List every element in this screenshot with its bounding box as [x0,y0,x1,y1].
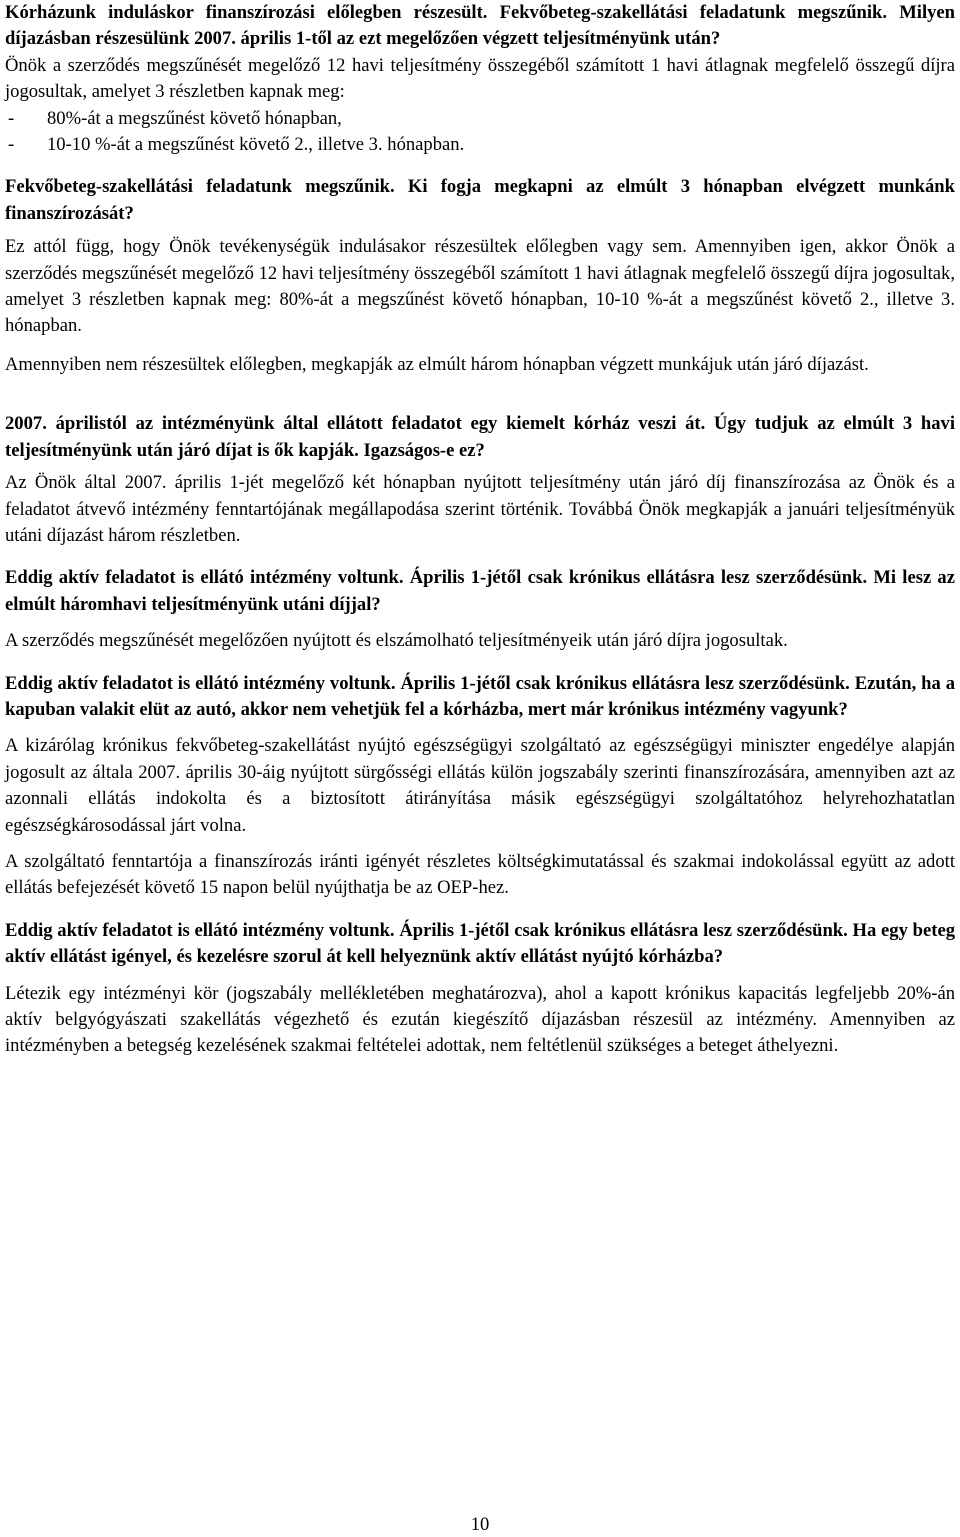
list-item: - 80%-át a megszűnést követő hónapban, [5,106,955,132]
answer-paragraph: Létezik egy intézményi kör (jogszabály mellékletében meghatározva), ahol a kapott krónikus kapacitás legfeljebb 20%-án aktív belgyógyászati szakellátás végezhető és ezután kiegészítő díjazásban részesül az intézmény. Amennyiben az intézményben a betegség kezelésének szakmai feltételei adottak, nem feltétlenül szükséges a beteget áthelyezni. [5,982,955,1057]
answer-paragraph: A szerződés megszűnését megelőzően nyújtott és elszámolható teljesítményeik után járó díjra jogosultak. [5,630,788,652]
answer-paragraph: A szolgáltató fenntartója a finanszírozás iránti igényét részletes költségkimutatással és szakmai indokolással együtt az adott ellátás befejezését követő 15 napon belül nyújthatja be az OEP-hez. [5,850,955,899]
answer-paragraph: Amennyiben nem részesültek előlegben, megkapják az elmúlt három hónapban végzett munkájuk után járó díjazást. [5,353,869,375]
answer-paragraph: Az Önök által 2007. április 1-jét megelőző két hónapban nyújtott teljesítmény után járó díj finanszírozása az Önök és a feladatot átvevő intézmény fenntartójának megállapodása szerint történik. Továbbá Önök megkapják a januári teljesítményük utáni díjazást három részletben. [5,472,955,546]
question-heading: 2007. áprilistól az intézményünk által ellátott feladatot egy kiemelt kórház veszi át. Úgy tudjuk az elmúlt 3 havi teljesítményünk után járó díjat is ők kapják. Igazságos-e ez? [5,413,955,461]
page-number: 10 [470,1514,490,1535]
question-heading: Fekvőbeteg-szakellátási feladatunk megszűnik. Ki fogja megkapni az elmúlt 3 hónapban elvégzett munkánk finanszírozását? [5,176,955,224]
intro-bullet-list [5,106,955,159]
intro-answer: Önök a szerződés megszűnését megelőző 12 havi teljesítmény összegéből számított 1 havi átlagnak megfelelő összegű díjra jogosultak, amelyet 3 részletben kapnak meg: [5,54,955,103]
answer-paragraph: A kizárólag krónikus fekvőbeteg-szakellátást nyújtó egészségügyi szolgáltató az egészségügyi miniszter engedélye alapján jogosult az általa 2007. április 30-áig nyújtott sürgősségi ellátás külön jogszabály szerinti finanszírozására, amennyiben azt az azonnali ellátás indokolta és a biztosított átirányítása másik egészségügyi szolgáltatóhoz helyrehozhatatlan egészségkárosodással járt volna. [5,735,955,836]
question-heading: Eddig aktív feladatot is ellátó intézmény voltunk. Április 1-jétől csak krónikus ellátásra lesz szerződésünk. Ezután, ha a kapuban valakit elüt az autó, akkor nem vehetjük fel a kórházba, mert már krónikus intézmény vagyunk? [5,672,955,720]
list-item: - 10-10 %-át a megszűnést követő 2., illetve 3. hónapban. [5,132,955,158]
intro-question: Kórházunk induláskor finanszírozási előlegben részesült. Fekvőbeteg-szakellátási feladatunk megszűnik. Milyen díjazásban részesülünk 2007. április 1-től az ezt megelőzően végzett teljesítményünk után? [5,2,955,50]
document-page [5,0,955,1060]
answer-paragraph: Ez attól függ, hogy Önök tevékenységük indulásakor részesültek előlegben vagy sem. Amennyiben igen, akkor Önök a szerződés megszűnését megelőző 12 havi teljesítmény összegéből számított 1 havi átlagnak megfelelő összegű díjra jogosultak, amelyet 3 részletben kapnak meg: 80%-át a megszűnést követő hónapban, 10-10 %-át a megszűnést követő 2., illetve 3. hónapban. [5,236,955,337]
question-heading: Eddig aktív feladatot is ellátó intézmény voltunk. Április 1-jétől csak krónikus ellátásra lesz szerződésünk. Mi lesz az elmúlt háromhavi teljesítményünk utáni díjjal? [5,567,955,615]
question-heading: Eddig aktív feladatot is ellátó intézmény voltunk. Április 1-jétől csak krónikus ellátásra lesz szerződésünk. Ha egy beteg aktív ellátást igényel, és kezelésre szorul át kell helyeznünk aktív ellátást nyújtó kórházba? [5,919,955,968]
